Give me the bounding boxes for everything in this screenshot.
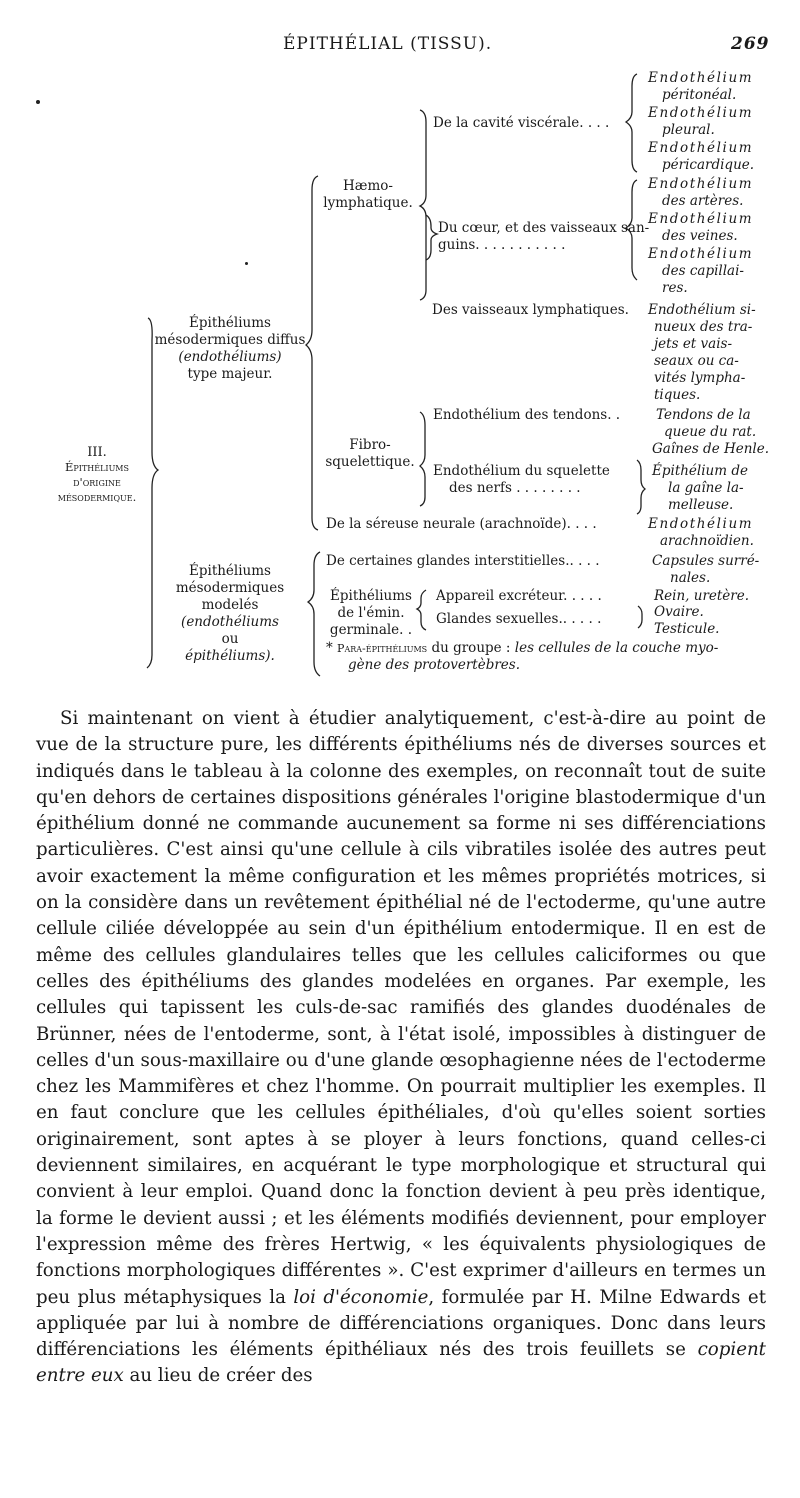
running-header-title: ÉPITHÉLIAL (TISSU).	[283, 34, 493, 54]
ex-squelette-2: la gaîne la-	[668, 480, 744, 496]
excreteur-label: Appareil excréteur. . . . .	[436, 588, 602, 604]
brace-cavite-ex	[626, 74, 637, 172]
page-number: 269	[731, 34, 770, 54]
para-name: Para-épithéliums	[337, 642, 428, 655]
fibro-l2: squelettique.	[325, 454, 415, 470]
body-text-part1: Si maintenant on vient à étudier analytiquement, c'est-à-dire au point de vue de la structure pure, les différents épithéliums nés de diverses sources et indiqués dans le tableau à la colonne des exemples, on reconnaît tout de suite qu'en dehors de certaines dispositions générales l'origine blastodermique d'un épithélium donné ne commande aucunement sa forme ni ses différenciations particulières. C'est ainsi qu'une cellule à cils vibratiles isolée des autres peut avoir exactement la même configuration et les mêmes propriétés motrices, si on la considère dans un revêtement épithélial né de l'ectoderme, qu'une autre cellule ciliée développée au sein d'un épithélium entodermique. Il en est de même des cellules glandulaires telles que les cellules caliciformes ou que celles des épithéliums des glandes modelées en organes. Par exemple, les cellules qui tapissent les culs-de-sac ramifiés des glandes duodénales de Brünner, nées de l'entoderme, sont, à l'état isolé, impossibles à distinguer de celles d'un sous-maxillaire ou d'une glande œsophagienne nées de l'ectoderme chez les Mammifères et chez l'homme. On pourrait multiplier les exemples. Il en faut conclure que les cellules épithéliales, d'où qu'elles soient sorties originairement, sont aptes à se ployer à leurs fonctions, quand celles-ci deviennent similaires, en acquérant le type morphologique et structural qui convient à leur emploi. Quand donc la fonction devient à peu près identique, la forme le devient aussi ; et les éléments modifiés deviennent, pour employer l'expression même des frères Hertwig, « les équivalents physiologiques de fonctions morphologiques différentes ». C'est exprimer d'ailleurs en termes un peu plus métaphysiques la	[36, 708, 766, 1308]
modeles-l2: mésodermiques	[175, 580, 285, 596]
group-numeral: III.	[87, 445, 107, 460]
ex-tendons-2: queue du rat.	[664, 424, 757, 440]
emin-l3: germinale. .	[329, 622, 413, 638]
ex-sereuse	[648, 516, 754, 550]
diffus-l1: Épithéliums	[189, 315, 271, 331]
ex-tendons-1: Tendons de la	[656, 407, 751, 423]
para-it2: gène des protovertèbres.	[348, 657, 521, 673]
coeur-l2: guins. . . . . . . . . . .	[438, 237, 566, 253]
ex-peritoneal	[648, 70, 753, 104]
para-it1: les cellules de la couche myo-	[514, 640, 719, 656]
group-line3: mésodermique.	[57, 490, 137, 504]
group-label	[42, 445, 152, 505]
ex-glandes-1: Capsules surré-	[652, 553, 760, 569]
ex-capillaires-b: des capillai-	[662, 263, 744, 279]
ex-lymph-l4: seaux ou ca-	[654, 353, 739, 369]
ex-pleural-b: pleural.	[662, 122, 715, 138]
ex-lymph-l3: jets et vais-	[654, 336, 733, 352]
tendons-label: Endothélium des tendons. .	[433, 407, 621, 423]
ex-squelette	[652, 463, 748, 514]
ex-lymph-l5: vités lympha-	[654, 370, 746, 386]
ex-veines-a: Endothélium	[648, 211, 754, 227]
modeles-l1: Épithéliums	[189, 563, 271, 579]
modeles-l3: modelés	[201, 597, 259, 613]
body-text-part2: , formulée par H. Milne Edwards et appliquée par lui à nombre de différenciations organiques. Donc dans leurs différenciations les éléments épithéliaux nés des trois feuillets se	[36, 1286, 766, 1361]
squelette-l2: des nerfs . . . . . . . .	[449, 480, 581, 496]
ex-peritoneal-b: péritonéal.	[662, 87, 737, 103]
ex-peritoneal-a: Endothélium	[648, 70, 754, 86]
diffus-l2: mésodermiques diffus	[154, 332, 306, 348]
brace-coeur	[426, 215, 437, 260]
ex-capillaires-c: res.	[662, 280, 688, 296]
ex-excreteur: Rein, uretère.	[654, 588, 750, 604]
ex-pleural	[648, 105, 753, 139]
ex-sexuelles-1: Ovaire.	[654, 604, 704, 620]
emin-category	[322, 588, 420, 639]
ex-pericardique-b: péricardique.	[662, 157, 755, 173]
group-line2: d'origine	[73, 475, 121, 489]
para-mid: du groupe :	[427, 640, 515, 656]
para-line	[326, 640, 718, 674]
ex-pericardique	[648, 140, 754, 174]
brace-squelette-ex	[637, 460, 645, 514]
glandes-label: De certaines glandes interstitielles.. . . .	[326, 553, 600, 569]
ex-glandes	[652, 553, 759, 587]
ex-sexuelles-2: Testicule.	[654, 621, 720, 637]
brace-fibro	[420, 412, 425, 506]
ex-capillaires	[648, 246, 753, 297]
haemo-category	[323, 178, 413, 212]
ex-arteres-b: des artères.	[662, 193, 744, 209]
modeles-l6: épithéliums).	[185, 648, 275, 664]
group-line1: Épithéliums	[65, 460, 129, 474]
diffus-l4: type majeur.	[187, 366, 273, 382]
ex-sexuelles	[654, 604, 719, 638]
ex-squelette-3: melleuse.	[668, 497, 734, 513]
ex-sereuse-2: arachnoïdien.	[660, 533, 754, 549]
haemo-l2: lymphatique.	[323, 195, 413, 211]
lymph-label: Des vaisseaux lymphatiques.	[432, 302, 629, 318]
para-star: *	[326, 640, 333, 656]
body-emphasis-copient: copient entre eux	[36, 1339, 766, 1387]
coeur-l1: Du cœur, et des vaisseaux san-	[438, 220, 650, 236]
sexuelles-label: Glandes sexuelles.. . . . .	[436, 611, 602, 627]
modeles-category	[150, 563, 310, 665]
fibro-category	[320, 437, 420, 471]
emin-l1: Épithéliums	[330, 588, 412, 604]
ex-lymph	[648, 302, 756, 404]
ex-arteres	[648, 176, 753, 210]
ex-capillaires-a: Endothélium	[648, 246, 754, 262]
ex-veines	[648, 211, 753, 245]
brace-sexuelles-ex	[638, 606, 642, 628]
squelette-label	[433, 463, 610, 497]
ex-tendons	[652, 407, 769, 458]
ex-veines-b: des veines.	[662, 228, 738, 244]
cavite-label: De la cavité viscérale. . . .	[433, 115, 610, 131]
modeles-l4: (endothéliums	[181, 614, 279, 630]
modeles-l5: ou	[221, 631, 239, 647]
ex-lymph-l1: Endothélium si-	[648, 302, 756, 318]
ex-arteres-a: Endothélium	[648, 176, 754, 192]
diffus-l3: (endothéliums)	[178, 349, 282, 365]
brace-haemo	[420, 110, 426, 300]
ex-pericardique-a: Endothélium	[648, 140, 754, 156]
diffus-category	[150, 315, 310, 383]
ex-pleural-a: Endothélium	[648, 105, 754, 121]
coeur-label	[438, 220, 649, 254]
ex-tendons-3: Gaînes de Henle.	[652, 441, 770, 457]
body-text-part3: au lieu de créer des	[123, 1365, 313, 1387]
ex-glandes-2: nales.	[670, 570, 711, 586]
emin-l2: de l'émin.	[337, 605, 405, 621]
squelette-l1: Endothélium du squelette	[433, 463, 610, 479]
ex-sereuse-1: Endothélium	[648, 516, 754, 532]
ex-lymph-l6: tiques.	[654, 387, 701, 403]
ex-squelette-1: Épithélium de	[652, 463, 748, 479]
ex-lymph-l2: nueux des tra-	[654, 319, 753, 335]
body-emphasis-loi: loi d'économie	[293, 1286, 429, 1308]
haemo-l1: Hæmo-	[343, 178, 393, 194]
body-paragraph	[36, 706, 766, 1390]
sereuse-label: De la séreuse neurale (arachnoïde). . . .	[326, 516, 597, 532]
fibro-l1: Fibro-	[349, 437, 391, 453]
